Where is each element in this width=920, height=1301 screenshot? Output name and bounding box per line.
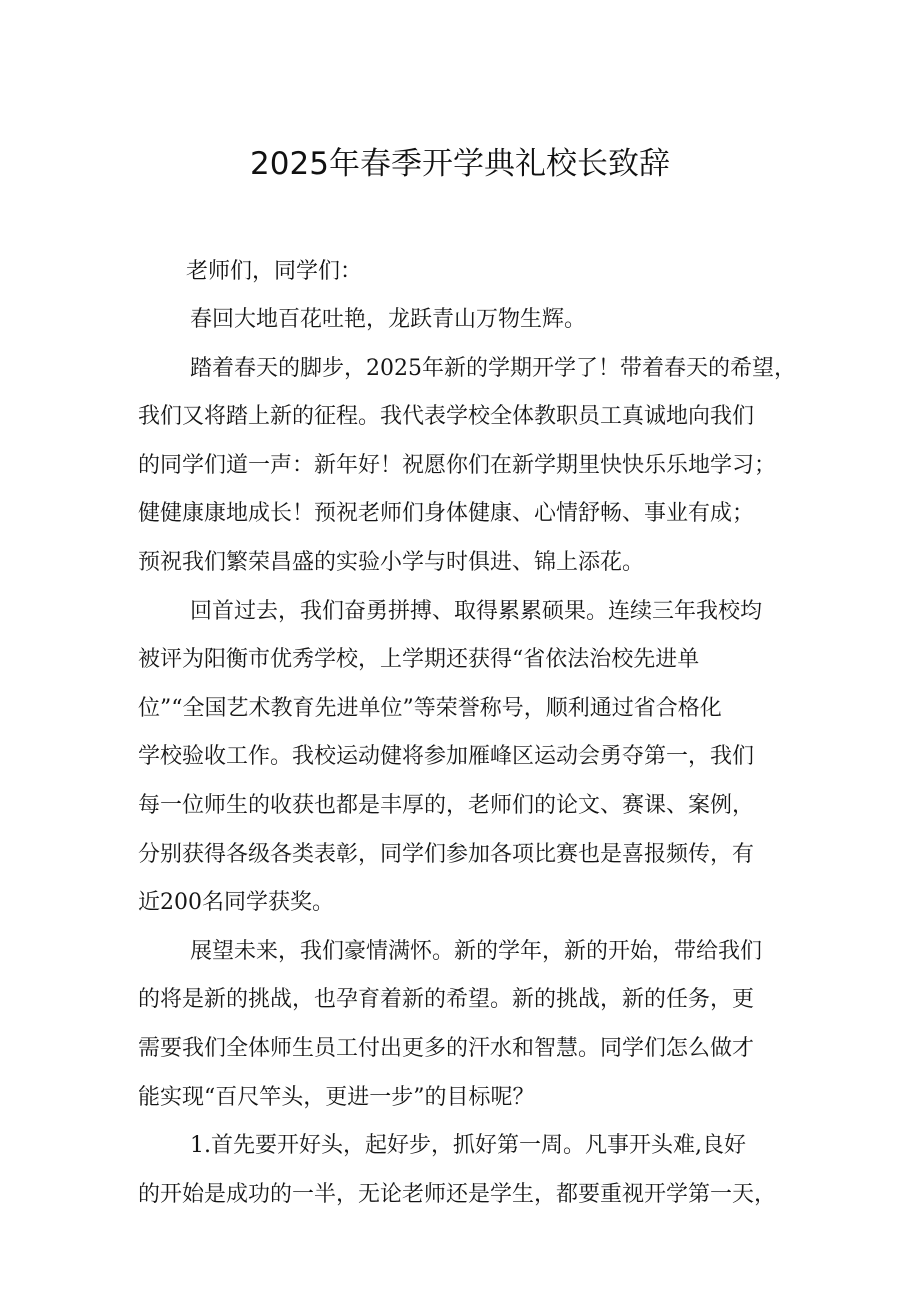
salutation: 老师们，同学们： (186, 259, 363, 284)
text-line: 1.首先要开好头，起好步，抓好第一周。凡事开头难,良好 (190, 1133, 746, 1159)
text-line: 学校验收工作。我校运动健将参加雁峰区运动会勇夺第一，我们 (138, 744, 755, 770)
text-line: 的同学们道一声：新年好！祝愿你们在新学期里快快乐乐地学习； (138, 452, 777, 478)
text-line: 分别获得各级各类表彰，同学们参加各项比赛也是喜报频传，有 (138, 841, 755, 867)
text-line: 能实现“百尺竿头，更进一步”的目标呢？ (138, 1084, 535, 1110)
text-line: 展望未来，我们豪情满怀。新的学年，新的开始，带给我们 (190, 938, 763, 964)
text-line: 被评为阳衡市优秀学校，上学期还获得“省依法治校先进单 (138, 647, 700, 673)
text-line: 近200名同学获奖。 (138, 890, 334, 916)
text-line: 位”“全国艺术教育先进单位”等荣誉称号，顺利通过省合格化 (138, 695, 722, 721)
text-line: 健健康康地成长！预祝老师们身体健康、心情舒畅、事业有成； (138, 501, 755, 527)
speech-body (138, 296, 798, 1219)
text-line: 的开始是成功的一半，无论老师还是学生，都要重视开学第一天， (138, 1181, 777, 1207)
text-line: 每一位师生的收获也都是丰厚的，老师们的论文、赛课、案例， (138, 792, 755, 818)
text-line: 春回大地百花吐艳，龙跃青山万物生辉。 (190, 307, 587, 332)
document-title: 2025年春季开学典礼校长致辞 (250, 146, 670, 182)
text-line: 回首过去，我们奋勇拼搏、取得累累硕果。连续三年我校均 (190, 598, 763, 624)
text-line: 预祝我们繁荣昌盛的实验小学与时俱进、锦上添花。 (138, 549, 645, 575)
text-line: 我们又将踏上新的征程。我代表学校全体教职员工真诚地向我们 (138, 404, 755, 430)
text-line: 的将是新的挑战，也孕育着新的希望。新的挑战，新的任务，更 (138, 987, 755, 1013)
text-line: 踏着春天的脚步，2025年新的学期开学了！带着春天的希望， (190, 355, 796, 381)
text-line: 需要我们全体师生员工付出更多的汗水和智慧。同学们怎么做才 (138, 1035, 755, 1061)
